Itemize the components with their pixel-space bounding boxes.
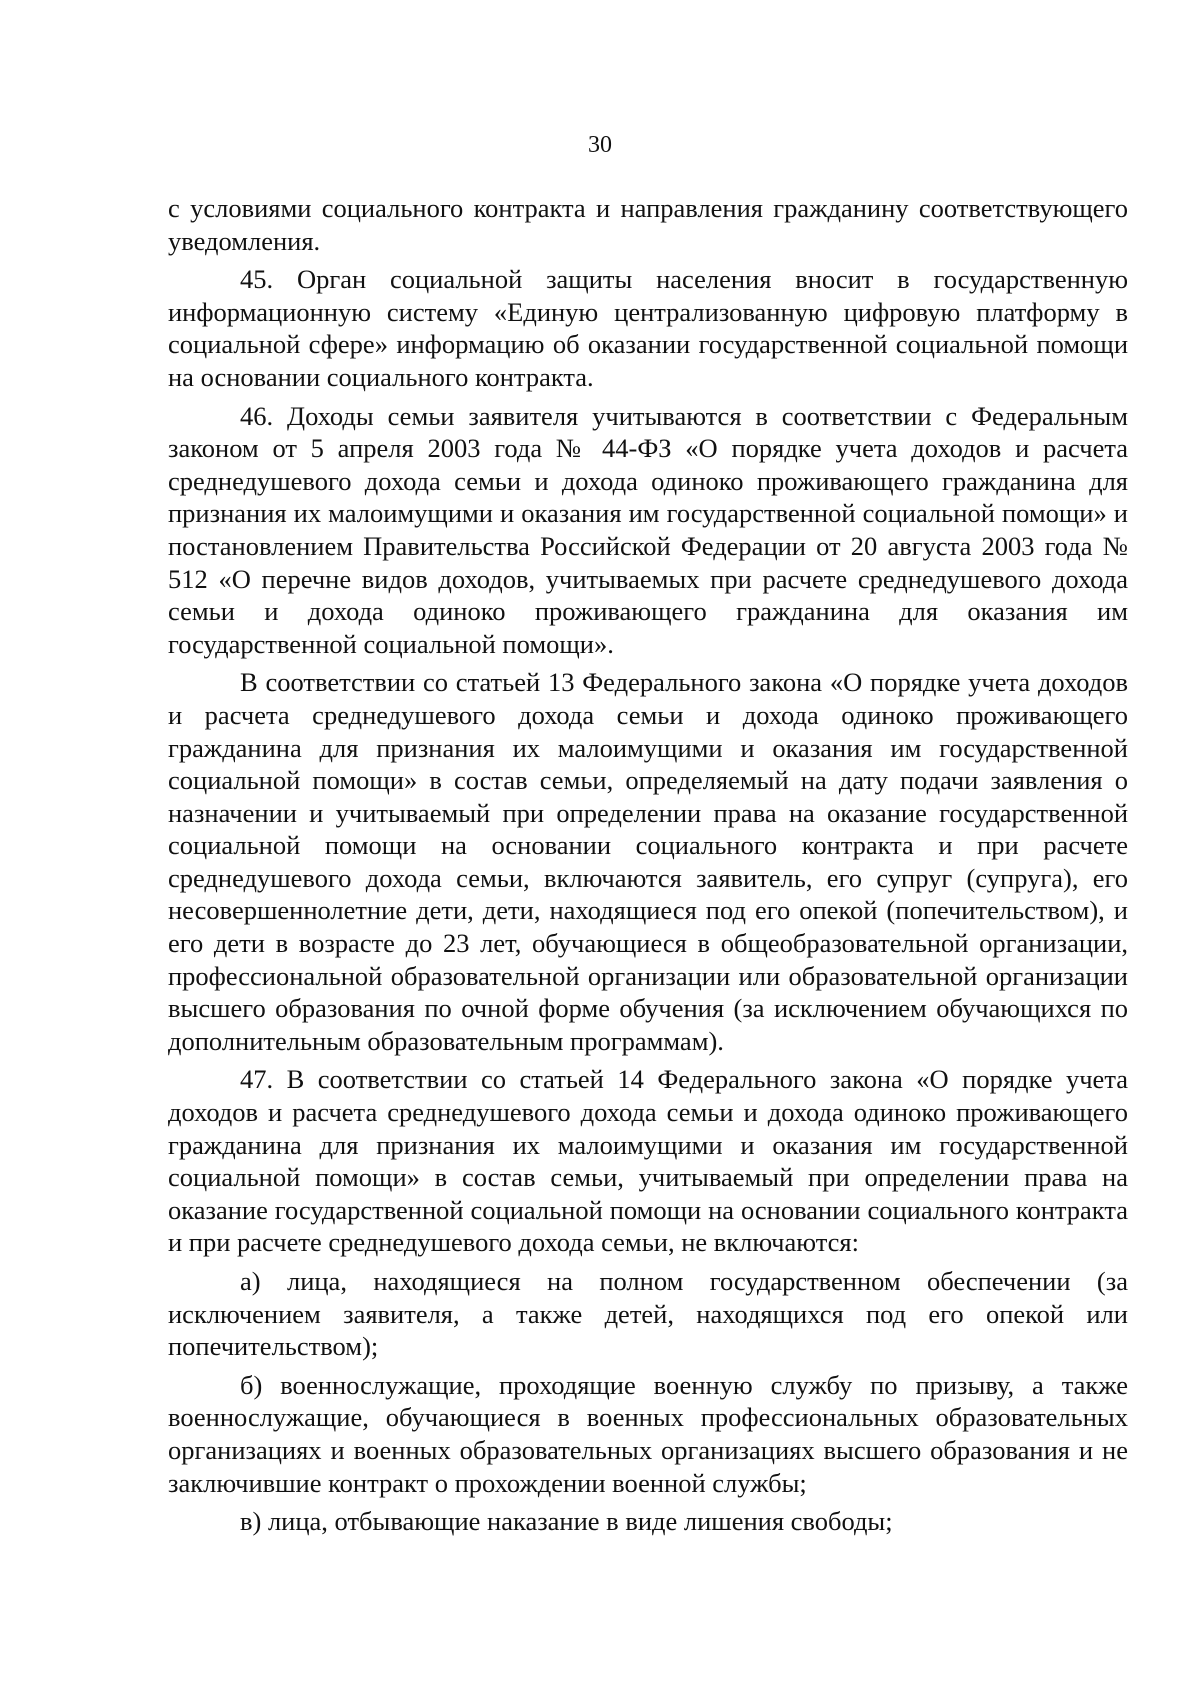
paragraph-continuation: с условиями социального контракта и направления гражданину соответствующего уведомления. (168, 193, 1128, 256)
paragraph-article-13: В соответствии со статьей 13 Федерального закона «О порядке учета доходов и расчета среднедушевого дохода семьи и дохода одиноко проживающего гражданина для признания их малоимущими и оказания им государственной социальной помощи» в состав семьи, определяемый на дату подачи заявления о назначении и учитываемый при определении права на оказание государственной социальной помощи на основании социального контракта и при расчете среднедушевого дохода семьи, включаются заявитель, его супруг (супруга), его несовершеннолетние дети, дети, находящиеся под его опекой (попечительством), и его дети в возрасте до 23 лет, обучающиеся в общеобразовательной организации, профессиональной образовательной организации или образовательной организации высшего образования по очной форме обучения (за исключением обучающихся по дополнительным образовательным программам). (168, 667, 1128, 1056)
list-item-v: в) лица, отбывающие наказание в виде лишения свободы; (240, 1506, 893, 1537)
document-body (168, 192, 1128, 1544)
list-item-a: а) лица, находящиеся на полном государственном обеспечении (за исключением заявителя, а также детей, находящихся под его опекой или попечительством); (168, 1266, 1128, 1362)
paragraph-item-47: 47. В соответствии со статьей 14 Федерального закона «О порядке учета доходов и расчета среднедушевого дохода семьи и дохода одиноко проживающего гражданина для признания их малоимущими и оказания им государственной социальной помощи» в состав семьи, учитываемый при определении права на оказание государственной социальной помощи на основании социального контракта и при расчете среднедушевого дохода семьи, не включаются: (168, 1064, 1128, 1258)
paragraph-item-46: 46. Доходы семьи заявителя учитываются в соответствии с Федеральным законом от 5 апреля 2003 года № 44-ФЗ «О порядке учета доходов и расчета среднедушевого дохода семьи и дохода одиноко проживающего гражданина для признания их малоимущими и оказания им государственной социальной помощи» и постановлением Правительства Российской Федерации от 20 августа 2003 года № 512 «О перечне видов доходов, учитываемых при расчете среднедушевого дохода семьи и дохода одиноко проживающего гражданина для оказания им государственной социальной помощи». (168, 400, 1128, 659)
list-item-b: б) военнослужащие, проходящие военную службу по призыву, а также военнослужащие, обучающиеся в военных профессиональных образовательных организациях и военных образовательных организациях высшего образования и не заключившие контракт о прохождении военной службы; (168, 1369, 1128, 1498)
paragraph-item-45: 45. Орган социальной защиты населения вносит в государственную информационную систему «Единую централизованную цифровую платформу в социальной сфере» информацию об оказании государственной социальной помощи на основании социального контракта. (168, 264, 1128, 392)
page-number: 30 (588, 132, 612, 158)
